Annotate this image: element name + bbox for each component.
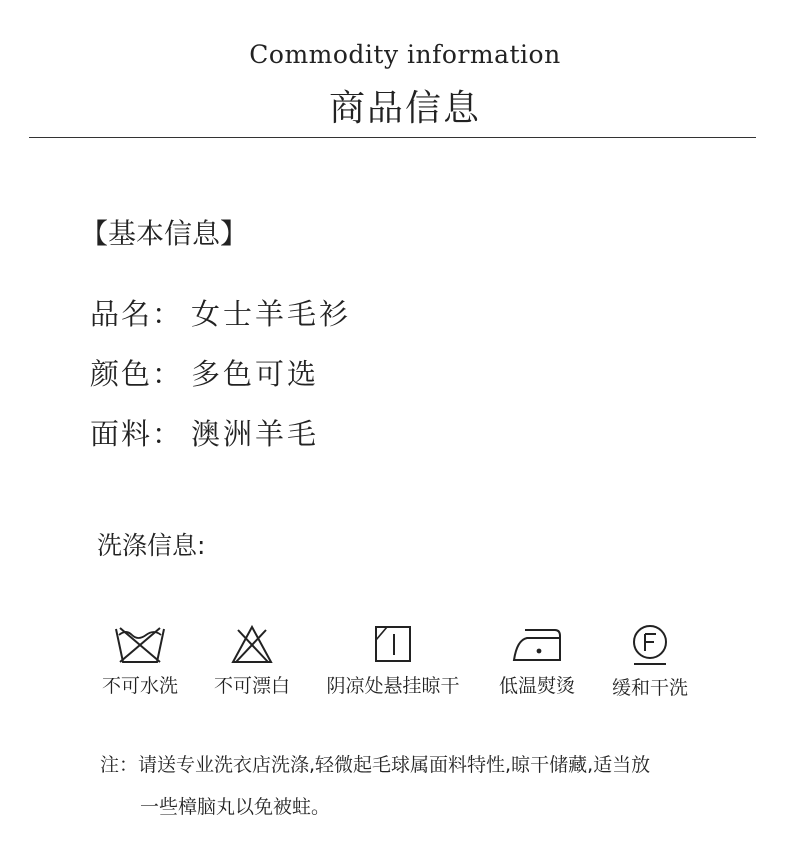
- care-label: 阴凉处悬挂晾干: [326, 675, 460, 697]
- note-line: 注：请送专业洗衣店洗涤,轻微起毛球属面料特性,晾干储藏,适当放: [100, 754, 651, 776]
- no-bleach-icon: [230, 624, 274, 664]
- note-line: 一些樟脑丸以免被蛀。: [140, 796, 331, 818]
- no-water-wash-icon: [114, 624, 166, 664]
- info-value: 澳洲羊毛: [191, 417, 320, 451]
- care-item-no-bleach: [172, 624, 332, 698]
- low-iron-icon: [511, 624, 563, 664]
- english-title: Commodity information: [249, 40, 561, 69]
- info-label: 品名：: [90, 297, 184, 331]
- care-label: 缓和干洗: [611, 677, 688, 699]
- title-divider: [29, 137, 756, 138]
- care-item-line-dry: [313, 624, 473, 698]
- care-label: 不可漂白: [213, 675, 290, 697]
- line-dry-shade-icon: [373, 624, 413, 664]
- info-row-fabric: [90, 412, 319, 453]
- gentle-dry-clean-icon: [630, 624, 670, 666]
- info-value: 女士羊毛衫: [191, 297, 352, 331]
- info-label: 面料：: [90, 417, 184, 451]
- info-row-name: [90, 292, 351, 333]
- wash-info-heading: 洗涤信息:: [97, 531, 206, 560]
- info-value: 多色可选: [191, 357, 320, 391]
- page-title: 商品信息: [328, 88, 481, 129]
- care-label: 低温熨烫: [498, 675, 575, 697]
- care-item-gentle-dry-clean: [570, 624, 730, 700]
- care-note: [100, 744, 650, 828]
- basic-info-heading: 【基本信息】: [80, 217, 249, 250]
- info-label: 颜色：: [90, 357, 184, 391]
- care-label: 不可水洗: [101, 675, 178, 697]
- info-row-color: [90, 352, 319, 393]
